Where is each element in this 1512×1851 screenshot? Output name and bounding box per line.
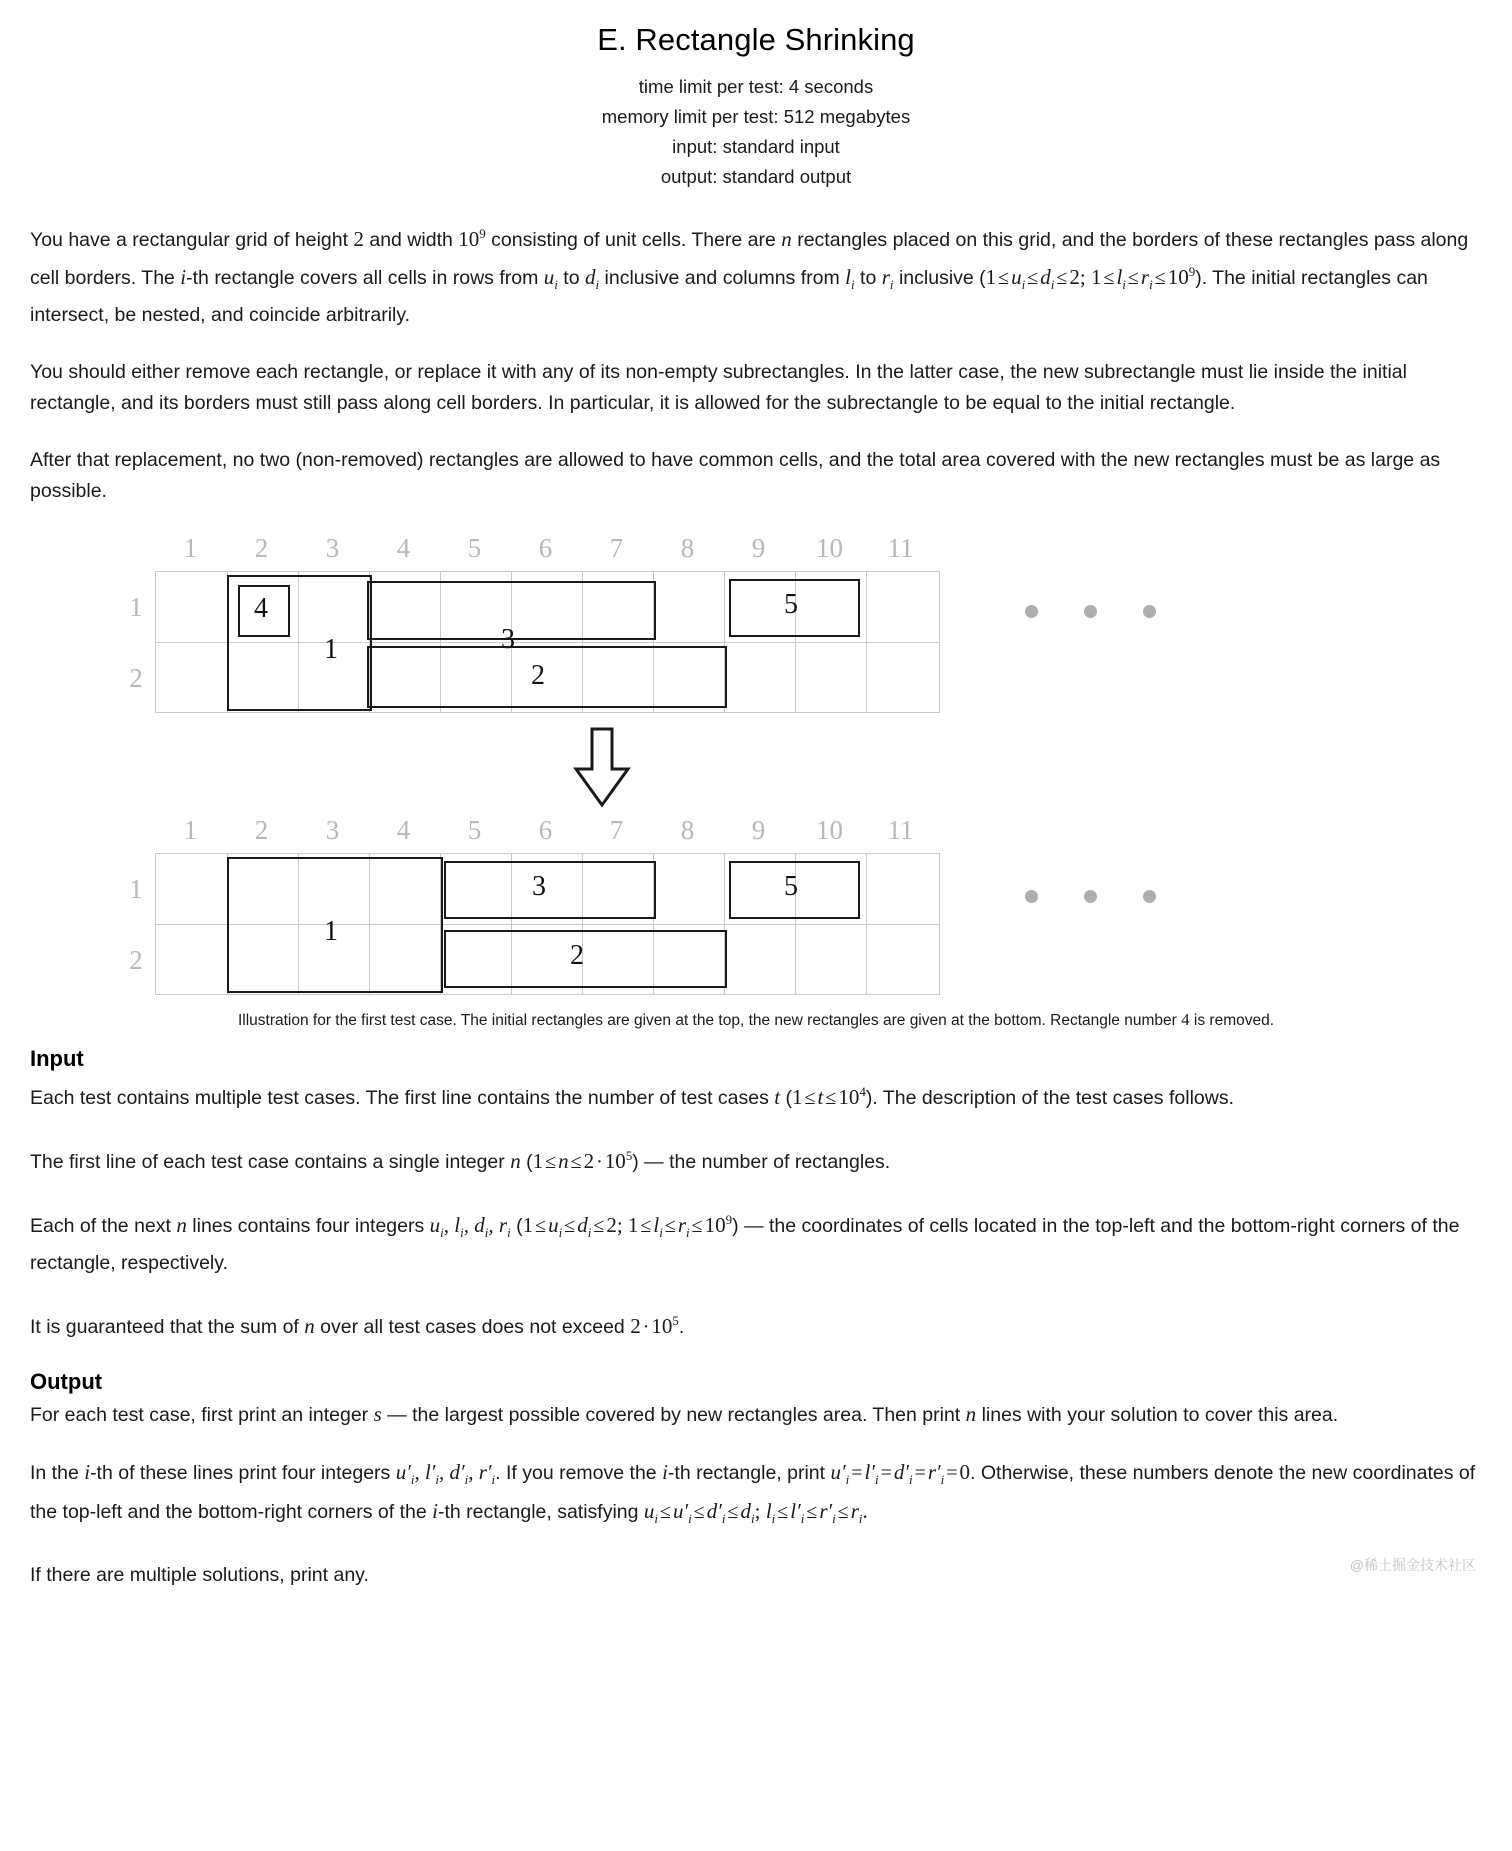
math-n: n (781, 227, 792, 251)
dot-2 (1084, 605, 1097, 618)
time-limit: time limit per test: 4 seconds (638, 76, 874, 97)
math-i: i (432, 1498, 438, 1523)
math-i: i (180, 265, 187, 289)
text-frag: . Otherwise, these numbers denote the new coordinates of the top-left and the bottom-right corners of the (30, 1462, 1476, 1523)
math-ineq-rows: $u_i \le u'_i \le d'_i \le d_i$; (643, 1498, 761, 1526)
text-frag: ( (780, 1087, 793, 1110)
math-n: n (965, 1402, 977, 1427)
col-label-6: 6 (538, 533, 553, 564)
text-frag: over all test cases does not exceed (314, 1316, 631, 1339)
text-frag: lines contains four integers (186, 1215, 430, 1238)
math-sum-bound: $2 \cdot 10^5$ (630, 1313, 679, 1339)
input-paragraph-2 (30, 1140, 1482, 1178)
dot-3 (1143, 890, 1156, 903)
col-label-5: 5 (467, 815, 482, 846)
text-frag: consisting of unit cells. There are (485, 229, 782, 251)
col-label-3: 3 (325, 533, 340, 564)
output-heading: Output (30, 1369, 103, 1395)
dot-3 (1143, 605, 1156, 618)
input-heading: Input (30, 1046, 84, 1072)
top-rect-2-label: 2 (531, 660, 545, 692)
top-continuation-dots (1025, 605, 1156, 618)
col-label-4: 4 (396, 533, 411, 564)
text-frag: . (678, 1316, 685, 1339)
input-paragraph-3 (30, 1204, 1482, 1279)
col-label-2: 2 (254, 815, 269, 846)
caption-text-a: Illustration for the first test case. The initial rectangles are given at the top, the new rectangles are given at the bottom. Rectangle number (237, 1012, 1182, 1030)
col-label-11: 11 (887, 815, 914, 846)
col-label-10: 10 (816, 815, 843, 846)
illustration-figure (30, 533, 1482, 1032)
col-label-1: 1 (183, 815, 198, 846)
math-constraint-t: $1 \le t \le 10^4$ (792, 1084, 866, 1110)
text-frag: Each of the next (30, 1215, 177, 1238)
text-frag: ). The initial rectangles can intersect, be nested, and coincide arbitrarily. (30, 267, 1428, 327)
math-n: n (510, 1149, 521, 1174)
math-d-i: $d_i$ (585, 265, 600, 293)
math-width: $10^9$ (458, 226, 486, 251)
input-spec: input: standard input (672, 136, 840, 157)
bottom-rect-1-label: 1 (324, 916, 338, 948)
col-label-7: 7 (609, 533, 624, 564)
col-label-9: 9 (751, 815, 766, 846)
text-frag: lines with your solution to cover this area. (976, 1404, 1339, 1427)
text-frag: inclusive ( (893, 267, 986, 289)
math-vars-ulrd: $u_i$, $l_i$, $d_i$, $r_i$ (429, 1213, 511, 1241)
text-frag: You have a rectangular grid of height (30, 229, 354, 251)
math-s: s (373, 1402, 382, 1427)
paragraph-3: After that replacement, no two (non-removed) rectangles are allowed to have common cells, and the total area covered with the new rectangles must be as large as possible. (30, 449, 1441, 503)
input-paragraph-4 (30, 1305, 1482, 1343)
row-label-2: 2 (129, 945, 143, 976)
col-label-4: 4 (396, 815, 411, 846)
watermark: @稀土掘金技术社区 (1349, 1556, 1476, 1573)
col-label-7: 7 (609, 815, 624, 846)
text-frag: ( (520, 1151, 533, 1174)
input-paragraph-1 (30, 1076, 1482, 1114)
col-label-5: 5 (467, 533, 482, 564)
top-rect-1-label: 1 (324, 634, 338, 666)
text-frag: ) — the coordinates of cells located in the top-left and the bottom-right corners of the rectangle, respectively. (30, 1215, 1460, 1275)
output-paragraph-2 (30, 1457, 1482, 1533)
col-label-3: 3 (325, 815, 340, 846)
bottom-column-labels (155, 815, 940, 853)
row-label-2: 2 (129, 663, 143, 694)
top-rect-5 (729, 579, 860, 637)
figure-caption (30, 1009, 1482, 1032)
bottom-rect-3 (444, 861, 656, 919)
col-label-1: 1 (183, 533, 198, 564)
math-constraint-n: $1 \le n \le 2 \cdot 10^5$ (532, 1148, 633, 1174)
text-frag: inclusive and columns from (599, 267, 846, 289)
memory-limit: memory limit per test: 512 megabytes (601, 106, 911, 127)
dot-2 (1084, 890, 1097, 903)
paragraph-2: You should either remove each rectangle, or replace it with any of its non-empty subrectangles. In the latter case, the new subrectangle must lie inside the initial rectangle, and its borders must still pass along cell borders. In particular, it is allowed for the subrectangle to be equal to the initial rectangle. (30, 361, 1407, 415)
math-removed-zero: $u'_i =l'_i =d'_i =r'_i =0$ (830, 1460, 971, 1488)
bottom-rect-3-label: 3 (532, 871, 546, 903)
math-n: n (304, 1314, 315, 1339)
down-arrow-icon (570, 727, 634, 809)
text-frag: rectangles placed on this grid, and the borders of these rectangles pass along cell borders. The (30, 229, 1469, 289)
text-frag: . If you remove the (495, 1462, 663, 1485)
page-title: E. Rectangle Shrinking (597, 22, 915, 57)
math-t: t (774, 1085, 781, 1110)
top-rect-4 (238, 585, 290, 637)
top-rect-5-label: 5 (784, 589, 798, 621)
col-label-8: 8 (680, 533, 695, 564)
output-paragraph-1 (30, 1399, 1482, 1431)
text-frag: ( (510, 1215, 523, 1238)
text-frag: ). The description of the test cases follows. (865, 1087, 1234, 1110)
transform-arrow-wrap (30, 723, 1482, 815)
new-rectangles-diagram (30, 815, 1482, 1005)
row-label-1: 1 (129, 874, 143, 905)
bottom-rect-5 (729, 861, 860, 919)
col-label-8: 8 (680, 815, 695, 846)
top-grid (129, 571, 940, 713)
row-label-1: 1 (129, 592, 143, 623)
text-frag: For each test case, first print an integer (30, 1404, 374, 1427)
text-frag: -th rectangle, satisfying (437, 1500, 644, 1523)
dot-1 (1025, 605, 1038, 618)
math-constraint-1: $1 \le u_i \le d_i \le 2$; $1 \le l_i \le r_i \le 10^9$ (985, 264, 1196, 293)
top-column-labels (155, 533, 940, 571)
text-frag: to (557, 267, 585, 289)
math-l-i: $l_i$ (845, 265, 855, 293)
output-section (30, 1369, 1482, 1590)
text-frag: -th rectangle, print (667, 1462, 831, 1485)
col-label-11: 11 (887, 533, 914, 564)
math-u-i: $u_i$ (543, 265, 558, 293)
input-section (30, 1046, 1482, 1343)
text-frag: It is guaranteed that the sum of (30, 1316, 305, 1339)
text-frag: In the (30, 1462, 85, 1485)
caption-number: 4 (1181, 1010, 1190, 1030)
problem-page (0, 22, 1512, 1637)
math-r-i: $r_i$ (881, 265, 894, 293)
col-label-6: 6 (538, 815, 553, 846)
top-rect-4-label: 4 (254, 593, 268, 625)
text-frag: -th of these lines print four integers (90, 1462, 396, 1485)
dot-1 (1025, 890, 1038, 903)
text-frag: Each test contains multiple test cases. The first line contains the number of test cases (30, 1087, 775, 1110)
bottom-rect-2 (444, 930, 727, 988)
caption-text-b: is removed. (1189, 1012, 1275, 1030)
col-label-10: 10 (816, 533, 843, 564)
text-frag: -th rectangle covers all cells in rows from (186, 267, 544, 289)
math-ineq-cols: $l_i \le l'_i \le r'_i \le r_i$. (765, 1498, 868, 1526)
text-frag: ) — the number of rectangles. (632, 1151, 891, 1174)
math-constraint-coords: $1 \le u_i \le d_i \le 2$; $1 \le l_i \le r_i \le 10^9$ (522, 1212, 733, 1241)
bottom-grid (129, 853, 940, 995)
col-label-2: 2 (254, 533, 269, 564)
top-rect-2 (367, 646, 727, 708)
statement-body (30, 218, 1482, 507)
math-i: i (84, 1460, 91, 1485)
top-rect-3-label: 3 (501, 624, 515, 656)
math-height: 2 (353, 227, 364, 251)
math-n: n (176, 1213, 187, 1238)
output-spec: output: standard output (660, 166, 852, 187)
col-label-9: 9 (751, 533, 766, 564)
bottom-continuation-dots (1025, 890, 1156, 903)
text-frag: The first line of each test case contains a single integer (30, 1151, 511, 1174)
text-frag: — the largest possible covered by new rectangles area. Then print (381, 1404, 966, 1427)
initial-rectangles-diagram (30, 533, 1482, 723)
limits-block (30, 72, 1482, 192)
bottom-rect-5-label: 5 (784, 871, 798, 903)
paragraph-1 (30, 218, 1482, 331)
math-vars-primed: $u'_i$, $l'_i$, $d'_i$, $r'_i$ (395, 1460, 496, 1488)
bottom-rect-2-label: 2 (570, 940, 584, 972)
text-frag: to (854, 267, 882, 289)
output-paragraph-3: If there are multiple solutions, print any. (30, 1563, 369, 1586)
text-frag: and width (363, 229, 459, 251)
math-i: i (662, 1460, 668, 1485)
